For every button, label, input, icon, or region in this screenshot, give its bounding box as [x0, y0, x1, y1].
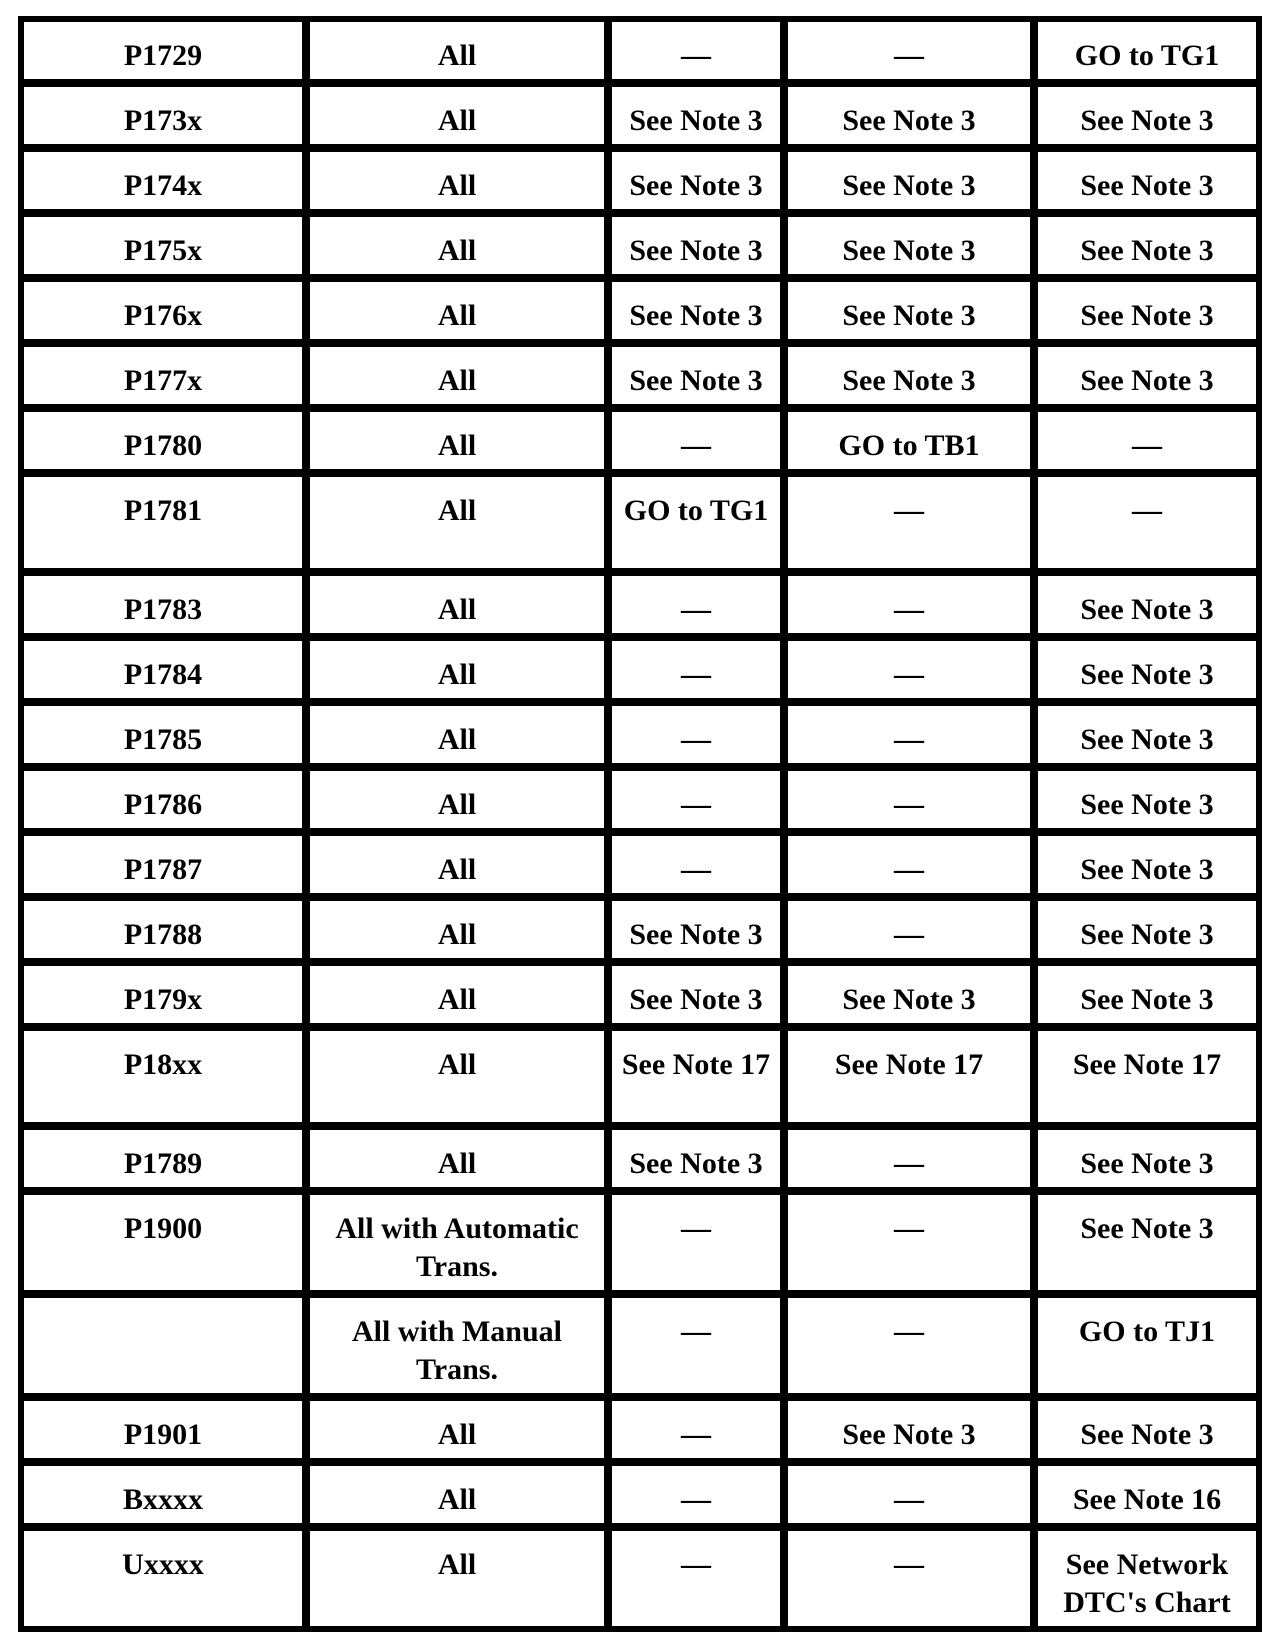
- dtc-code-cell: [24, 1298, 310, 1401]
- column-4-cell: —: [788, 706, 1038, 771]
- dtc-code-cell: Uxxxx: [24, 1531, 310, 1626]
- dtc-code-cell: P1780: [24, 412, 310, 477]
- table-row: [24, 1531, 1256, 1626]
- column-4-cell: See Note 3: [788, 152, 1038, 217]
- table-row: [24, 217, 1256, 282]
- column-5-cell: See Note 3: [1038, 87, 1256, 152]
- column-5-cell: See Note 17: [1038, 1031, 1256, 1130]
- column-4-cell: —: [788, 901, 1038, 966]
- column-3-cell: See Note 3: [612, 282, 788, 347]
- applicability-cell: All: [310, 22, 612, 87]
- applicability-cell: All: [310, 1401, 612, 1466]
- dtc-code-cell: P173x: [24, 87, 310, 152]
- column-4-cell: —: [788, 1195, 1038, 1298]
- applicability-cell: All with Manual Trans.: [310, 1298, 612, 1401]
- column-4-cell: —: [788, 1130, 1038, 1195]
- column-5-cell: See Note 3: [1038, 217, 1256, 282]
- column-5-cell: See Note 3: [1038, 152, 1256, 217]
- column-5-cell: See Note 3: [1038, 1130, 1256, 1195]
- dtc-table-body: [24, 22, 1256, 1626]
- dtc-code-cell: P174x: [24, 152, 310, 217]
- column-3-cell: See Note 3: [612, 966, 788, 1031]
- column-5-cell: See Note 3: [1038, 347, 1256, 412]
- column-4-cell: —: [788, 836, 1038, 901]
- table-row: [24, 966, 1256, 1031]
- column-3-cell: See Note 17: [612, 1031, 788, 1130]
- table-row: [24, 1031, 1256, 1130]
- column-4-cell: See Note 3: [788, 217, 1038, 282]
- column-3-cell: —: [612, 1401, 788, 1466]
- table-row: [24, 1130, 1256, 1195]
- table-row: [24, 641, 1256, 706]
- table-row: [24, 836, 1256, 901]
- column-3-cell: —: [612, 1466, 788, 1531]
- table-row: [24, 1401, 1256, 1466]
- table-row: [24, 347, 1256, 412]
- applicability-cell: All: [310, 576, 612, 641]
- column-4-cell: See Note 3: [788, 282, 1038, 347]
- applicability-cell: All: [310, 706, 612, 771]
- column-3-cell: —: [612, 1531, 788, 1626]
- applicability-cell: All: [310, 966, 612, 1031]
- dtc-code-cell: P1900: [24, 1195, 310, 1298]
- column-5-cell: See Note 3: [1038, 966, 1256, 1031]
- column-5-cell: See Note 3: [1038, 1195, 1256, 1298]
- column-5-cell: —: [1038, 412, 1256, 477]
- column-5-cell: See Note 3: [1038, 282, 1256, 347]
- table-row: [24, 1298, 1256, 1401]
- applicability-cell: All: [310, 1531, 612, 1626]
- dtc-code-cell: P176x: [24, 282, 310, 347]
- column-5-cell: —: [1038, 477, 1256, 576]
- column-5-cell: GO to TJ1: [1038, 1298, 1256, 1401]
- applicability-cell: All: [310, 901, 612, 966]
- table-row: [24, 771, 1256, 836]
- column-5-cell: See Note 3: [1038, 641, 1256, 706]
- column-3-cell: GO to TG1: [612, 477, 788, 576]
- column-3-cell: See Note 3: [612, 901, 788, 966]
- table-row: [24, 412, 1256, 477]
- dtc-code-cell: P1785: [24, 706, 310, 771]
- applicability-cell: All: [310, 836, 612, 901]
- column-5-cell: See Note 3: [1038, 771, 1256, 836]
- dtc-code-cell: P1781: [24, 477, 310, 576]
- dtc-code-cell: P1786: [24, 771, 310, 836]
- column-4-cell: See Note 17: [788, 1031, 1038, 1130]
- column-3-cell: —: [612, 1298, 788, 1401]
- column-4-cell: —: [788, 22, 1038, 87]
- column-3-cell: —: [612, 706, 788, 771]
- applicability-cell: All: [310, 347, 612, 412]
- applicability-cell: All: [310, 217, 612, 282]
- table-row: [24, 152, 1256, 217]
- dtc-code-cell: P175x: [24, 217, 310, 282]
- column-3-cell: —: [612, 22, 788, 87]
- applicability-cell: All: [310, 152, 612, 217]
- applicability-cell: All: [310, 771, 612, 836]
- column-3-cell: See Note 3: [612, 87, 788, 152]
- column-4-cell: See Note 3: [788, 347, 1038, 412]
- applicability-cell: All: [310, 1466, 612, 1531]
- table-row: [24, 87, 1256, 152]
- dtc-code-cell: P1788: [24, 901, 310, 966]
- dtc-code-cell: P1787: [24, 836, 310, 901]
- column-4-cell: —: [788, 576, 1038, 641]
- column-3-cell: —: [612, 641, 788, 706]
- table-row: [24, 901, 1256, 966]
- column-3-cell: See Note 3: [612, 1130, 788, 1195]
- table-row: [24, 477, 1256, 576]
- column-3-cell: See Note 3: [612, 217, 788, 282]
- column-5-cell: See Note 3: [1038, 901, 1256, 966]
- column-3-cell: —: [612, 771, 788, 836]
- column-5-cell: See Note 3: [1038, 1401, 1256, 1466]
- column-4-cell: See Note 3: [788, 87, 1038, 152]
- table-row: [24, 22, 1256, 87]
- dtc-code-cell: P1783: [24, 576, 310, 641]
- dtc-code-cell: P1901: [24, 1401, 310, 1466]
- applicability-cell: All: [310, 1130, 612, 1195]
- dtc-code-cell: P1789: [24, 1130, 310, 1195]
- column-3-cell: —: [612, 836, 788, 901]
- column-5-cell: See Note 16: [1038, 1466, 1256, 1531]
- dtc-code-cell: Bxxxx: [24, 1466, 310, 1531]
- column-4-cell: GO to TB1: [788, 412, 1038, 477]
- applicability-cell: All: [310, 477, 612, 576]
- column-4-cell: —: [788, 641, 1038, 706]
- column-5-cell: See Network DTC's Chart: [1038, 1531, 1256, 1626]
- applicability-cell: All: [310, 282, 612, 347]
- column-5-cell: See Note 3: [1038, 706, 1256, 771]
- table-row: [24, 1195, 1256, 1298]
- table-row: [24, 282, 1256, 347]
- applicability-cell: All: [310, 641, 612, 706]
- column-3-cell: —: [612, 576, 788, 641]
- column-4-cell: —: [788, 477, 1038, 576]
- applicability-cell: All: [310, 412, 612, 477]
- column-3-cell: —: [612, 1195, 788, 1298]
- dtc-table: [18, 16, 1262, 1632]
- column-4-cell: —: [788, 1531, 1038, 1626]
- dtc-code-cell: P177x: [24, 347, 310, 412]
- column-4-cell: —: [788, 771, 1038, 836]
- table-row: [24, 576, 1256, 641]
- applicability-cell: All: [310, 1031, 612, 1130]
- table-row: [24, 1466, 1256, 1531]
- table-row: [24, 706, 1256, 771]
- column-5-cell: See Note 3: [1038, 576, 1256, 641]
- column-5-cell: GO to TG1: [1038, 22, 1256, 87]
- column-5-cell: See Note 3: [1038, 836, 1256, 901]
- column-3-cell: —: [612, 412, 788, 477]
- applicability-cell: All: [310, 87, 612, 152]
- column-3-cell: See Note 3: [612, 347, 788, 412]
- column-3-cell: See Note 3: [612, 152, 788, 217]
- dtc-code-cell: P179x: [24, 966, 310, 1031]
- applicability-cell: All with Automatic Trans.: [310, 1195, 612, 1298]
- column-4-cell: —: [788, 1298, 1038, 1401]
- dtc-code-cell: P18xx: [24, 1031, 310, 1130]
- dtc-code-cell: P1784: [24, 641, 310, 706]
- column-4-cell: —: [788, 1466, 1038, 1531]
- column-4-cell: See Note 3: [788, 1401, 1038, 1466]
- dtc-code-cell: P1729: [24, 22, 310, 87]
- column-4-cell: See Note 3: [788, 966, 1038, 1031]
